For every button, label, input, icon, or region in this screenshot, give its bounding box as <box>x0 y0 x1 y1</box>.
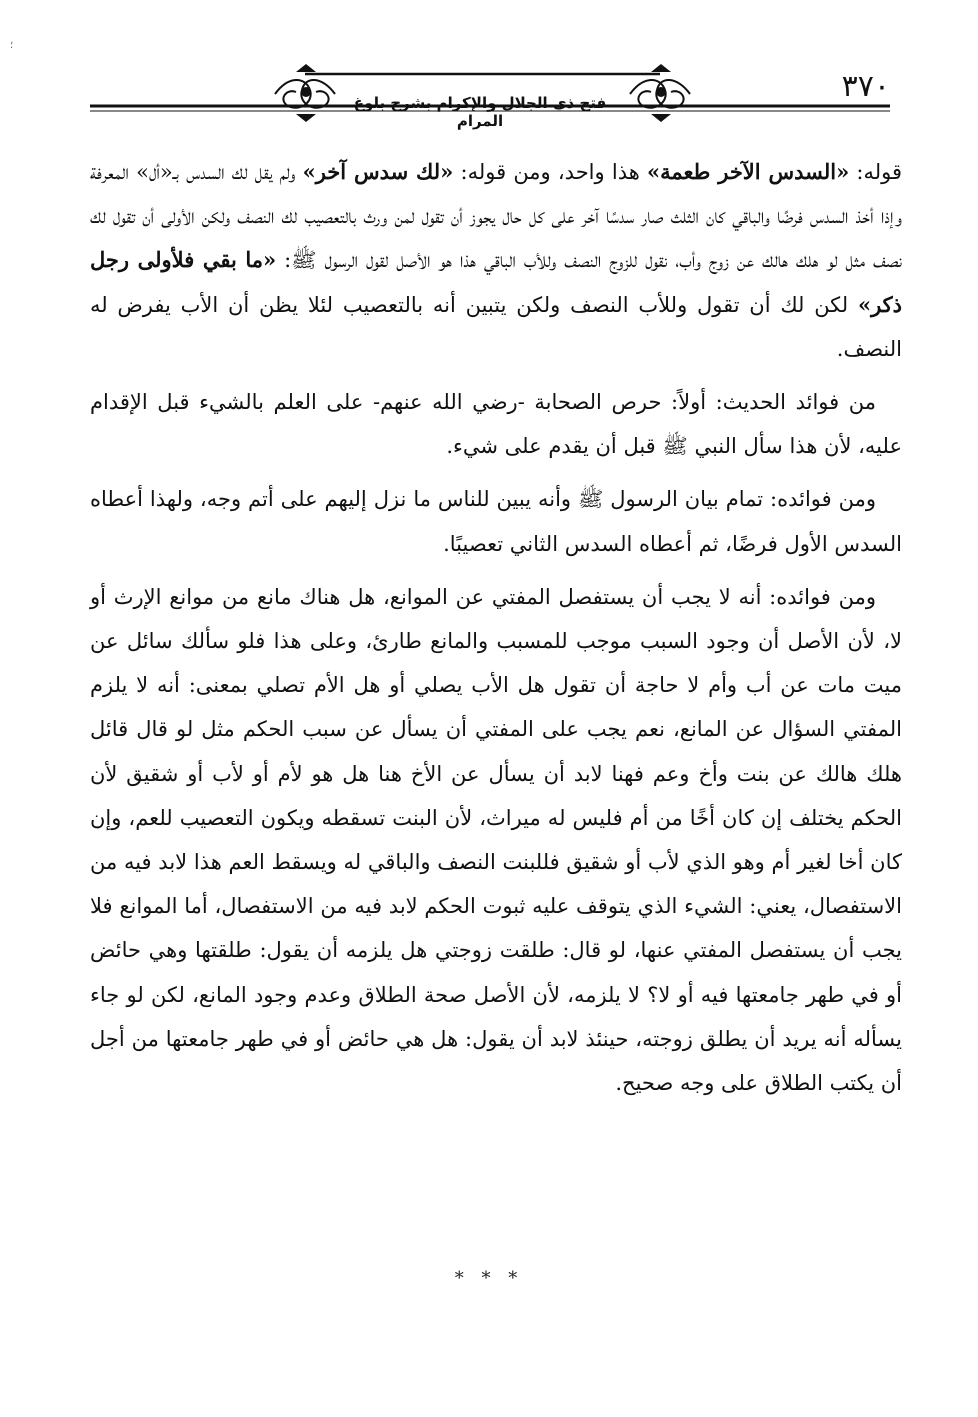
paragraph <box>90 150 902 371</box>
text-run: هذا واحد، ومن قوله: <box>453 160 648 184</box>
running-book-title: فتح ذي الجلال والإكرام بشرح بلوغ المرام <box>353 94 607 130</box>
text-run: لكن لك أن تقول وللأب النصف ولكن يتبين أنه بالتعصيب لئلا يظن أن الأب يفرض له النصف. <box>90 292 902 361</box>
left-flourish-ornament <box>275 64 335 122</box>
paragraph <box>90 380 902 468</box>
bold-quotation: «ما بقي فلأولى رجل ذكر» <box>90 247 902 317</box>
text-run: من فوائد الحديث: أولاً: حرص الصحابة -رضي الله عنهم- على العلم بالشيء قبل الإقدام عليه، لأن هذا سأل النبي ﷺ قبل أن يقدم على شيء. <box>90 390 902 459</box>
right-flourish-ornament <box>630 64 690 122</box>
bold-quotation: «لك سدس آخر» <box>302 159 454 184</box>
paragraph <box>90 477 902 565</box>
page-number: ٣٧٠ <box>841 69 890 104</box>
text-run: ولم يقل لك السدس بـ«أل» المعرفة وإذا أخذ السدس فرضًا والباقي كان الثلث صار سدسًا آخر على كل حال يجوز أن تقول لمن ورث بالتعصيب لك النصف ولكن الأولى أن تقول لك نصف مثل لو هلك هالك عن زوج وأب، نقول للزوج النصف وللأب الباقي هذا هو الأصل لقول الرسول ﷺ: <box>90 160 903 273</box>
paragraph <box>90 575 902 1105</box>
bold-quotation: «السدس الآخر طعمة» <box>647 159 850 184</box>
body-text <box>90 150 902 1114</box>
section-end-asterisks: * * * <box>454 1268 524 1289</box>
margin-mark: ؛ <box>10 40 14 51</box>
page-header <box>90 64 890 130</box>
text-run: قوله: <box>849 160 903 184</box>
text-run: ومن فوائده: تمام بيان الرسول ﷺ وأنه يبين للناس ما نزل إليهم على أتم وجه، ولهذا أعطاه السدس الأول فرضًا، ثم أعطاه السدس الثاني تعصيبًا. <box>90 487 902 556</box>
text-run: ومن فوائده: أنه لا يجب أن يستفصل المفتي عن الموانع، هل هناك مانع من موانع الإرث أو لا، لأن الأصل أن وجود السبب موجب للمسبب والمانع طارئ، وعلى هذا فلو سألك سائل عن ميت مات عن أب وأم لا حاجة أن تقول هل الأب يصلي أو هل الأم تصلي بمعنى: أنه لا يلزم المفتي السؤال عن المانع، نعم يجب على المفتي أن يسأل عن سبب الحكم مثل لو قال قائل هلك هالك عن بنت وأخ وعم فهنا لابد أن يسأل عن الأخ هنا هل هو لأم أو لأب أو شقيق لأن الحكم يختلف إن كان أخًا من أم فليس له ميراث، لأن البنت تسقطه ويكون التعصيب للعم، وإن كان أخا لغير أم وهو الذي لأب أو شقيق فللبنت النصف والباقي له ويسقط العم هذا لابد فيه من الاستفصال، يعني: الشيء الذي يتوقف عليه ثبوت الحكم لابد فيه من الاستفصال، أما الموانع فلا يجب أن يستفصل المفتي عنها، لو قال: طلقت زوجتي هل يلزمه أن يقول: طلقتها وهي حائض أو في طهر جامعتها فيه أو لا؟ لا يلزمه، لأن الأصل صحة الطلاق وعدم وجود المانع، لكن لو جاء يسأله أنه يريد أن يطلق زوجته، حينئذ لابد أن يقول: هل هي حائض أو في طهر جامعتها من أجل أن يكتب الطلاق على وجه صحيح. <box>90 584 902 1096</box>
